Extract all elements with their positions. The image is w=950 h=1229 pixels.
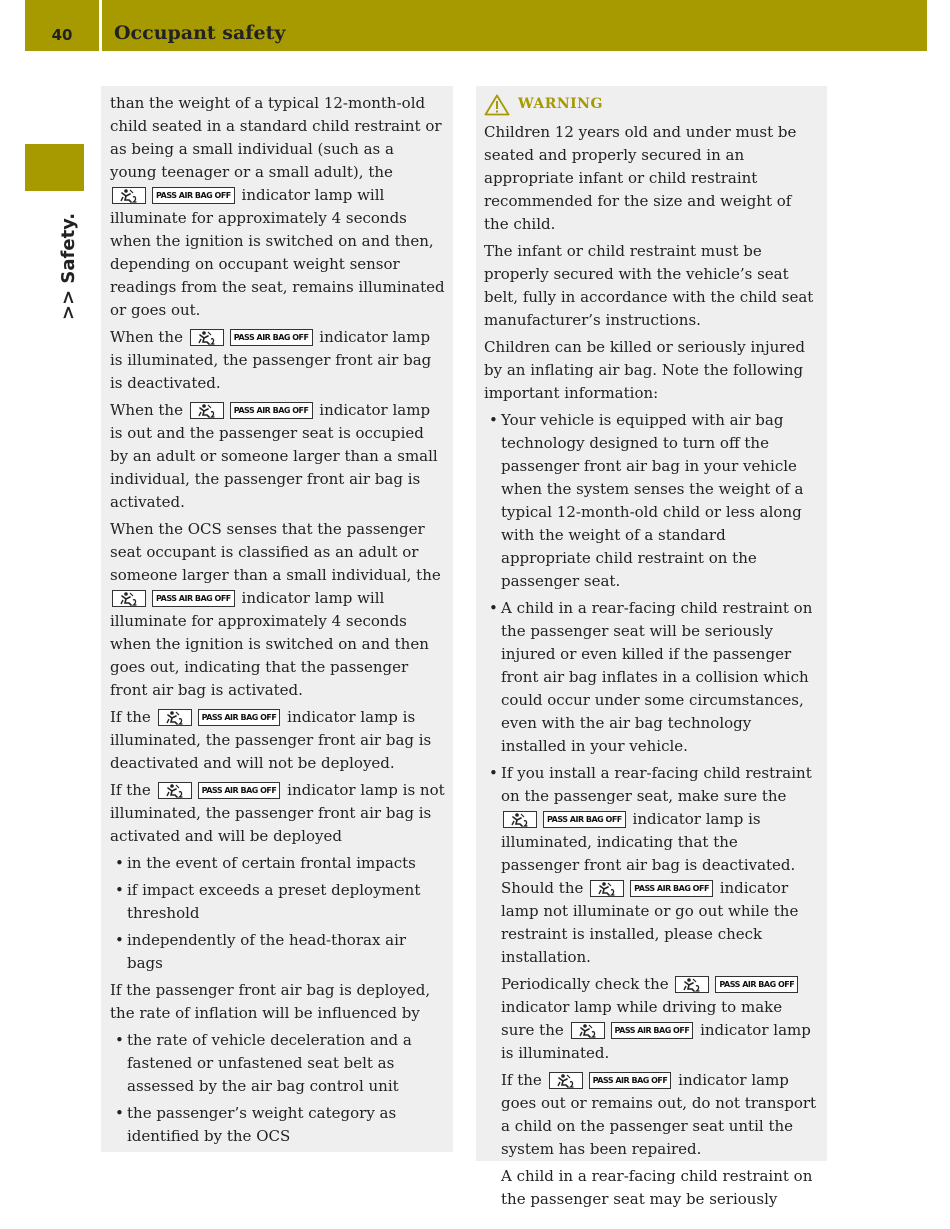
pass-air-bag-off-indicator: PASS AIR BAG OFF [158, 709, 281, 726]
pass-air-bag-off-indicator: PASS AIR BAG OFF [675, 976, 798, 993]
section-tab-marker [25, 144, 84, 191]
pass-air-bag-off-indicator: PASS AIR BAG OFF [549, 1072, 672, 1089]
occupant-seat-icon [158, 709, 192, 726]
occupant-seat-icon [112, 590, 146, 607]
occupant-seat-icon [158, 782, 192, 799]
paragraph: The infant or child restraint must be properly secured with the vehicle’s seat belt, fully in accordance with the child seat manufacturer’s instructions. [484, 242, 814, 329]
list-item: • Your vehicle is equipped with air bag technology designed to turn off the passenger front air bag in your vehicle when the system senses the weight of a typical 12-month-old child or less along with the weight of a standard appropriate child restraint on the passenger seat. [484, 409, 820, 593]
list-item: • the passenger’s weight category as identified by the OCS [110, 1102, 445, 1148]
paragraph: When the PASS AIR BAG OFF indicator lamp is illuminated, the passenger front air bag is deactivated. [110, 328, 432, 392]
pass-air-bag-off-indicator: PASS AIR BAG OFF [112, 590, 235, 607]
paragraph: A child in a rear-facing child restraint on the passenger seat may be seriously [501, 1167, 813, 1208]
occupant-seat-icon [675, 976, 709, 993]
occupant-seat-icon [112, 187, 146, 204]
list-item: • If you install a rear-facing child restraint on the passenger seat, make sure the PASS AIR BAG OFF indicator lamp is illuminated, indicating that the passenger front air bag is deactivated. Should the PASS AIR BAG OFF indicator lamp not illuminate or go out while the restraint is installed, please check installation. [484, 762, 820, 969]
list-item: • the rate of vehicle deceleration and a fastened or unfastened seat belt as assessed by the air bag control unit [110, 1029, 445, 1098]
paragraph: Children can be killed or seriously injured by an inflating air bag. Note the following important information: [484, 338, 805, 402]
pass-air-bag-off-indicator: PASS AIR BAG OFF [590, 880, 713, 897]
header-divider [99, 0, 102, 51]
paragraph: If the PASS AIR BAG OFF indicator lamp is not illuminated, the passenger front air bag is activated and will be deployed [110, 781, 445, 845]
paragraph: If the PASS AIR BAG OFF indicator lamp goes out or remains out, do not transport a child on the passenger seat until the system has been repaired. [501, 1071, 817, 1158]
bullet-list [484, 409, 820, 969]
warning-box [476, 86, 827, 1208]
page-title: Occupant safety [114, 22, 286, 44]
occupant-seat-icon [590, 880, 624, 897]
occupant-seat-icon [549, 1072, 583, 1089]
pass-air-bag-off-indicator: PASS AIR BAG OFF [190, 402, 313, 419]
page-header [25, 0, 927, 51]
paragraph: Children 12 years old and under must be seated and properly secured in an appropriate infant or child restraint recommended for the size and weight of the child. [484, 123, 797, 233]
paragraph: When the PASS AIR BAG OFF indicator lamp is out and the passenger seat is occupied by an adult or someone larger than a small individual, the passenger front air bag is activated. [110, 401, 438, 511]
warning-triangle-icon [484, 94, 510, 116]
pass-air-bag-off-indicator: PASS AIR BAG OFF [190, 329, 313, 346]
occupant-seat-icon [190, 329, 224, 346]
occupant-seat-icon [190, 402, 224, 419]
paragraph: When the OCS senses that the passenger seat occupant is classified as an adult or someone larger than a small individual, the PASS AIR BAG OFF indicator lamp will illuminate for approximately 4 seconds when the ignition is switched on and then goes out, indicating that the passenger front air bag is activated. [110, 520, 441, 699]
paragraph: If the passenger front air bag is deployed, the rate of inflation will be influenced by [110, 981, 431, 1022]
occupant-seat-icon [571, 1022, 605, 1039]
list-item: • in the event of certain frontal impacts [110, 852, 445, 875]
occupant-seat-icon [503, 811, 537, 828]
pass-air-bag-off-indicator: PASS AIR BAG OFF [571, 1022, 694, 1039]
section-label: >> Safety. [58, 212, 79, 320]
warning-title: WARNING [518, 96, 603, 112]
bullet-list [110, 852, 445, 975]
left-column [101, 86, 453, 1152]
page-number: 40 [51, 26, 73, 44]
pass-air-bag-off-indicator: PASS AIR BAG OFF [112, 187, 235, 204]
paragraph: If the PASS AIR BAG OFF indicator lamp is illuminated, the passenger front air bag is deactivated and will not be deployed. [110, 708, 432, 772]
warning-header [484, 92, 820, 117]
paragraph: than the weight of a typical 12-month-old child seated in a standard child restraint or as being a small individual (such as a young teenager or a small adult), the PASS AIR BAG OFF indicator lamp will illuminate for approximately 4 seconds when the ignition is switched on and then, depending on occupant weight sensor readings from the seat, remains illuminated or goes out. [110, 94, 445, 319]
list-item: • independently of the head-thorax air bags [110, 929, 445, 975]
paragraph: Periodically check the PASS AIR BAG OFF indicator lamp while driving to make sure the PASS AIR BAG OFF indicator lamp is illuminated. [501, 975, 811, 1062]
pass-air-bag-off-indicator: PASS AIR BAG OFF [158, 782, 281, 799]
bullet-list [110, 1029, 445, 1148]
list-item: • A child in a rear-facing child restraint on the passenger seat will be seriously injured or even killed if the passenger front air bag inflates in a collision which could occur under some circumstances, even with the air bag technology installed in your vehicle. [484, 597, 820, 758]
pass-air-bag-off-indicator: PASS AIR BAG OFF [503, 811, 626, 828]
list-item: • if impact exceeds a preset deployment threshold [110, 879, 445, 925]
